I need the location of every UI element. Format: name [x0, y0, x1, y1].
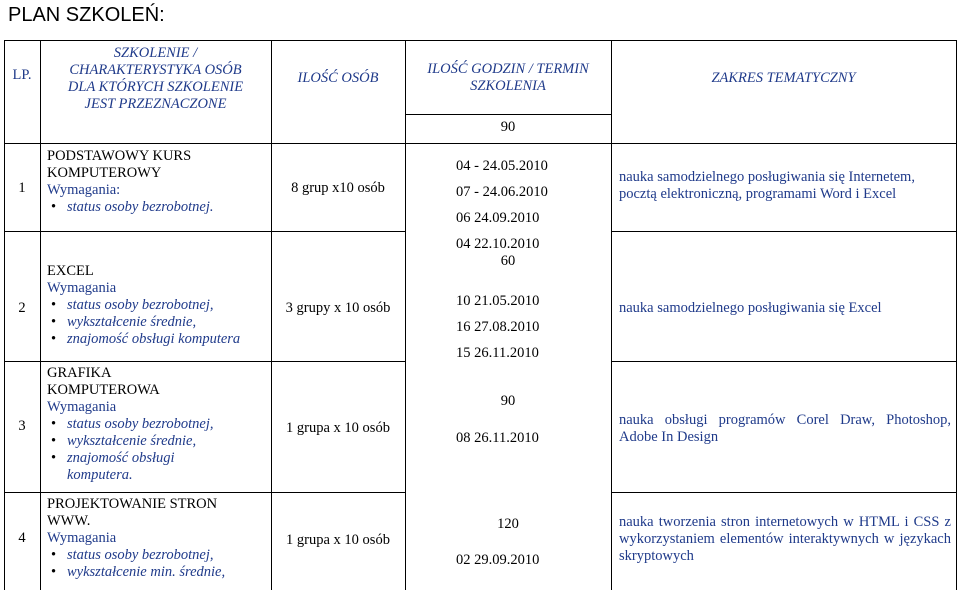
row-3-lp: 3: [18, 418, 26, 434]
row-4-hours: 120: [497, 516, 519, 532]
row-2-people: 3 grupy x 10 osób: [285, 300, 391, 316]
row-3-hours: 90: [500, 393, 516, 409]
requirement-item: • status osoby bezrobotnej,: [47, 547, 269, 564]
row-4-people: 1 grupa x 10 osób: [286, 532, 390, 548]
requirement-item: • wykształcenie średnie,: [47, 314, 269, 331]
row-2-training: EXCEL Wymagania • status osoby bezrobotnej, • wykształcenie średnie, • znajomość obsługi komputera: [47, 263, 269, 348]
row-4-scope: nauka tworzenia stron internetowych w HTML i CSS z wykorzystaniem elementów interaktywnych w językach skryptowych: [619, 514, 951, 564]
page-title: PLAN SZKOLEŃ:: [8, 4, 165, 26]
row-2-dates: 10 21.05.2010 16 27.08.2010 15 26.11.2010: [456, 293, 540, 361]
row-1-lp: 1: [18, 180, 26, 196]
row-4-training: PROJEKTOWANIE STRON WWW. Wymagania • status osoby bezrobotnej, • wykształcenie min. średnie,: [47, 496, 269, 581]
header-szkolenie: SZKOLENIE / CHARAKTERYSTYKA OSÓB DLA KTÓRYCH SZKOLENIE JEST PRZEZNACZONE: [67, 45, 244, 112]
row-3-dates: 08 26.11.2010: [456, 430, 539, 446]
requirement-item: • status osoby bezrobotnej.: [47, 199, 269, 216]
row-1-people: 8 grup x10 osób: [291, 180, 385, 196]
row-2-hours: 60: [500, 253, 516, 269]
row-1-hours: 90: [500, 119, 516, 135]
row-1-training: PODSTAWOWY KURS KOMPUTEROWY Wymagania: • status osoby bezrobotnej.: [47, 148, 269, 216]
row-3-people: 1 grupa x 10 osób: [286, 420, 390, 436]
row-1-dates: 04 - 24.05.2010 07 - 24.06.2010 06 24.09.2010 04 22.10.2010: [456, 158, 548, 252]
row-4-lp: 4: [18, 530, 26, 546]
row-3-scope: nauka obsługi programów Corel Draw, Photoshop, Adobe In Design: [619, 412, 951, 445]
row-1-scope: nauka samodzielnego posługiwania się Internetem, pocztą elektroniczną, programami Word i Excel: [619, 169, 915, 202]
requirement-item: • wykształcenie min. średnie,: [47, 564, 269, 581]
requirement-item: • znajomość obsługi komputera: [47, 331, 269, 348]
requirement-item: • znajomość obsługi komputera.: [47, 450, 217, 484]
row-3-training: GRAFIKA KOMPUTEROWA Wymagania • status osoby bezrobotnej, • wykształcenie średnie, • znajomość obsługi komputera.: [47, 365, 269, 484]
requirement-item: • wykształcenie średnie,: [47, 433, 269, 450]
header-ilosc-osob: ILOŚĆ OSÓB: [297, 70, 379, 86]
header-zakres: ZAKRES TEMATYCZNY: [711, 70, 856, 86]
row-2-lp: 2: [18, 300, 26, 316]
header-godzin: ILOŚĆ GODZIN / TERMIN SZKOLENIA: [427, 61, 589, 94]
row-4-dates: 02 29.09.2010: [456, 552, 540, 568]
requirement-item: • status osoby bezrobotnej,: [47, 297, 269, 314]
row-2-scope: nauka samodzielnego posługiwania się Excel: [619, 300, 882, 316]
header-lp: LP.: [12, 67, 32, 83]
requirement-item: • status osoby bezrobotnej,: [47, 416, 269, 433]
